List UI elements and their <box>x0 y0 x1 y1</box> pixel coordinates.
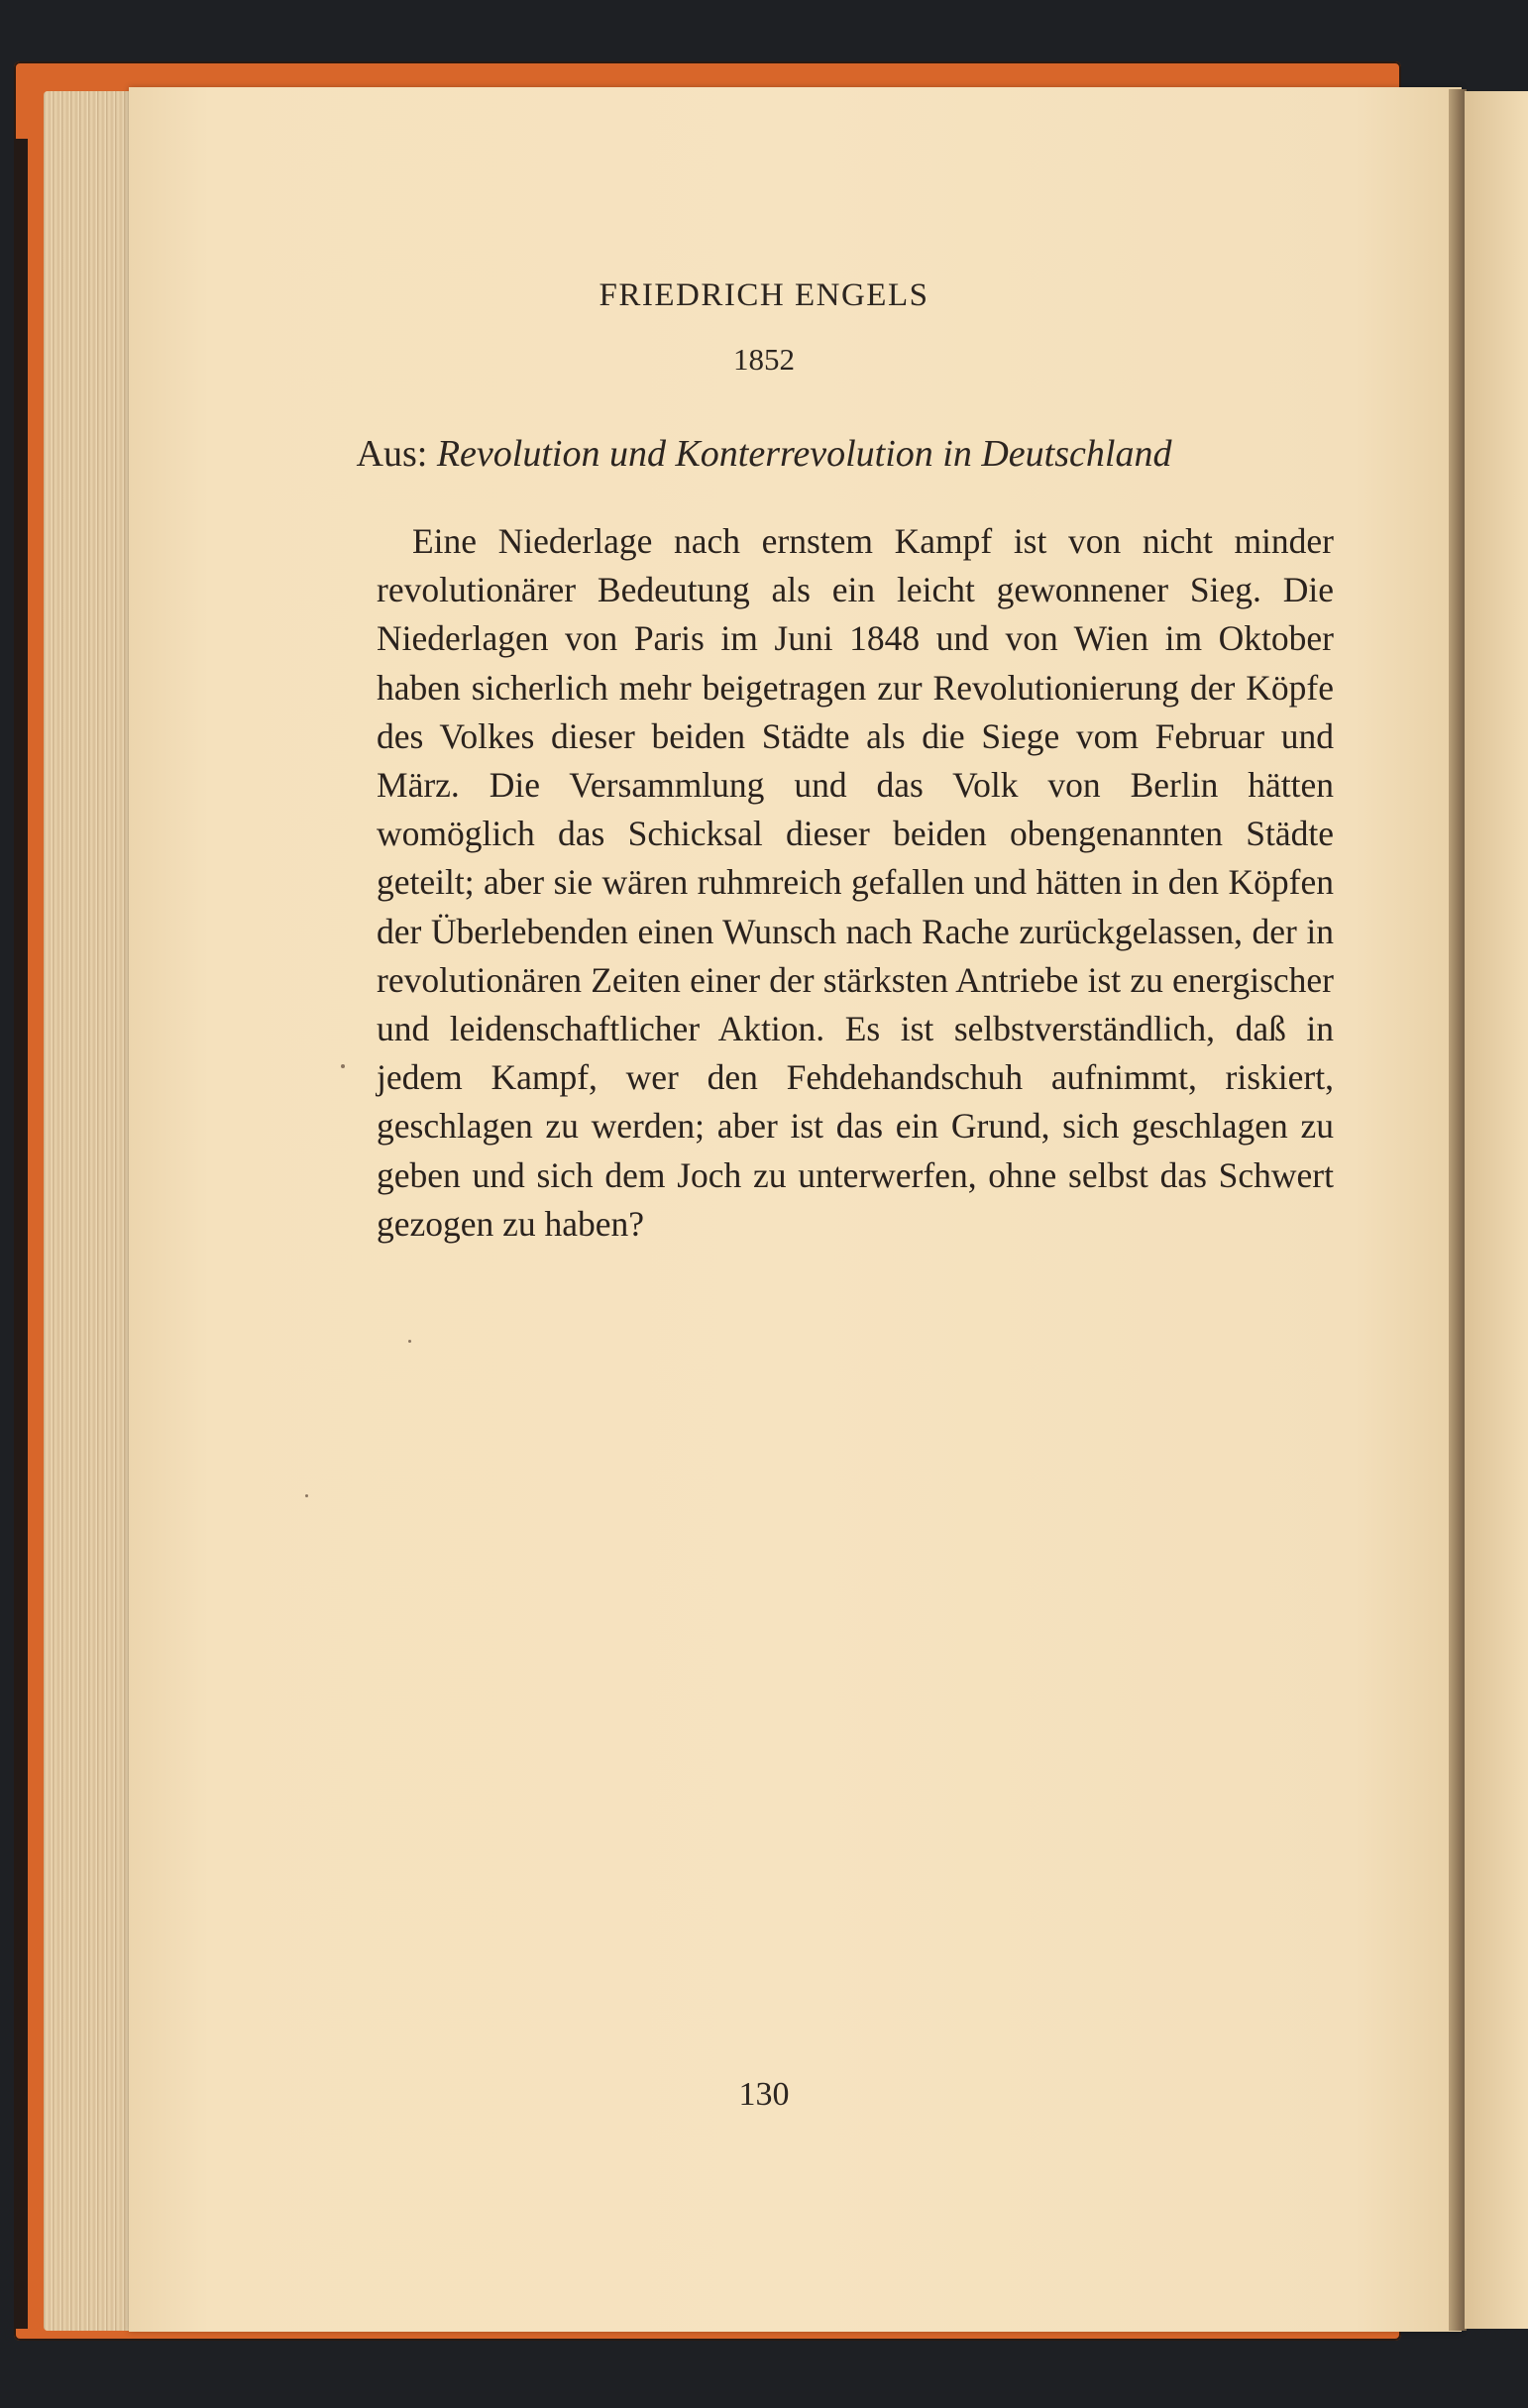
source-prefix: Aus: <box>356 433 428 475</box>
facing-page-edge <box>1465 91 1528 2329</box>
page-number: 130 <box>738 2076 790 2113</box>
author-heading: FRIEDRICH ENGELS <box>599 277 929 313</box>
body-text <box>377 517 1334 1249</box>
paragraph: Eine Niederlage nach ernstem Kampf ist von nicht minder revolutionärer Bedeutung als ein leicht gewonnener Sieg. Die Niederlagen von Paris im Juni 1848 und von Wien im Oktober haben sicherlich mehr beigetragen zur Revolutionierung der Köpfe des Volkes dieser beiden Städte als die Siege vom Februar und März. Die Versammlung und das Volk von Berlin hätten womöglich das Schicksal dieser beiden obengenannten Städte geteilt; aber sie wären ruhmreich gefallen und hätten in den Köpfen der Überlebenden einen Wunsch nach Rache zurückgelassen, der in revolutionären Zeiten einer der stärksten Antriebe ist zu energischer und leidenschaftlicher Aktion. Es ist selbstverständlich, daß in jedem Kampf, wer den Fehdehandschuh aufnimmt, riskiert, geschlagen zu werden; aber ist das ein Grund, sich geschlagen zu geben und sich dem Joch zu unterwerfen, ohne selbst das Schwert gezogen zu haben? <box>377 521 1334 1244</box>
year-heading: 1852 <box>733 342 795 377</box>
paper-speck <box>305 1494 308 1497</box>
paper-speck <box>341 1064 345 1068</box>
source-heading <box>0 432 1528 476</box>
source-title: Revolution und Konterrevolution in Deutschland <box>436 433 1172 475</box>
paper-speck <box>408 1340 411 1343</box>
